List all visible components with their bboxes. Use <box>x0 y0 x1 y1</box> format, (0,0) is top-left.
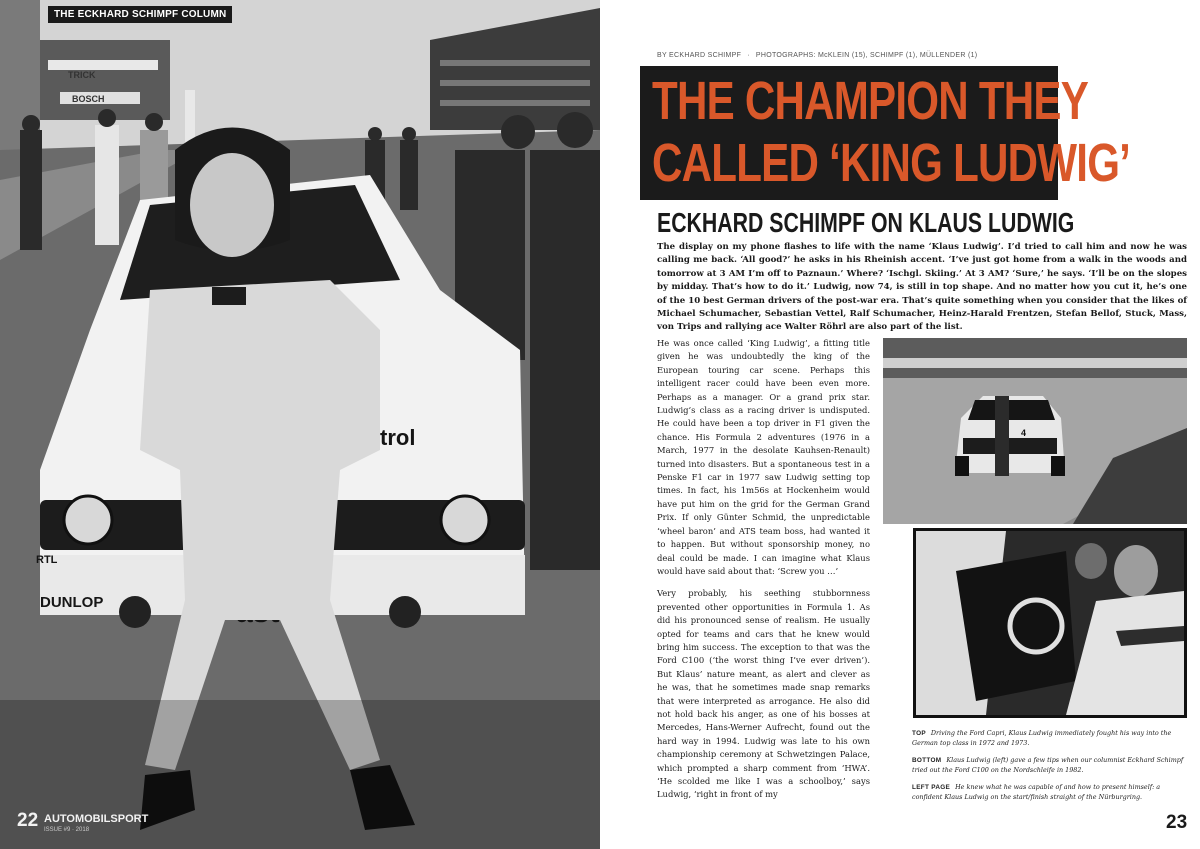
standfirst: The display on my phone flashes to life with the name ‘Klaus Ludwig’. I’d tried to call him and now he was calling me back. ‘All good?’ he asks in his Rheinish accent. ‘I’ve just got home from a walk in the woods and tomorrow at 3 AM I’m off to Paznaun.’ Where? ‘Ischgl. Skiing.’ At 3 AM? ‘Sure,’ he says. ‘I’ll be on the slopes by midday. That’s how to do it.’ Ludwig, now 74, is still in top shape. And no matter how you cut it, he’s one of the 10 best German drivers of the post-war era. That’s quite something when you consider that the likes of Michael Schumacher, Sebastian Vettel, Ralf Schumacher, Heinz-Harald Frentzen, Stefan Bellof, Stuck, Mass, von Trips and rallying ace Walter Röhrl are also part of the list. <box>657 242 1187 333</box>
body-paragraph: He was once called ‘King Ludwig’, a fitting title given he was undoubtedly the king of the European touring car scene. Perhaps this intelligent racer could have been even more. Perhaps as a manager. Or a grand prix star. Ludwig’s class as a racing driver is undisputed. He could have been a top driver in F1 given the chance. His Formula 2 adventures (1976 in a March, 1977 in the desolate Kauhsen-Renault) turned into disasters. But a spontaneous test in a Penske F1 car in 1977 saw Ludwig setting top times. In fact, his 1m56s at Hockenheim would have put him on the grid for the German Grand Prix. If only Günter Schmid, the unpredictable ‘wheel baron’ and ATS team boss, had wanted it to happen. But without sponsorship money, no deal could be made. I can imagine what Klaus would have said about that: ‘Screw you …’ <box>657 338 870 576</box>
caption-bottom <box>912 756 1187 775</box>
caption-text: Klaus Ludwig (left) gave a few tips when our columnist Eckhard Schimpf tried out the Ford C100 on the Nordschleife in 1982. <box>912 756 1184 774</box>
photo-bottom-cockpit <box>913 528 1187 718</box>
body-paragraph: Very probably, his seething stubbornness prevented other opportunities in Formula 1. As did his pronounced sense of realism. He usually opted for teams and cars that he knew would bring him success. The exception to that was the Ford C100 (‘the worst thing I’ve ever driven’). But Klaus’ nature meant, as alert and clever as he was, that he sometimes made snap remarks that were interpreted as arrogance. He also did not hold back his anger, as one of his bosses at Mercedes, Hans-Werner Aufrecht, found out the hard way in 1994. Ludwig was late to his own championship ceremony at Schwetzingen Palace, which prompted a sharp comment from ‘HWA’. ‘He scolded me like I was a schoolboy,’ says Ludwig, ‘right in front of my <box>657 588 870 800</box>
caption-text: Driving the Ford Capri, Klaus Ludwig immediately fought his way into the German top class in 1972 and 1973. <box>912 729 1172 747</box>
caption-top <box>912 729 1187 748</box>
caption-left-page <box>912 783 1187 802</box>
car-sponsor-trol: trol <box>380 425 416 450</box>
column-tag: THE ECKHARD SCHIMPF COLUMN <box>48 6 232 23</box>
caption-label: TOP <box>912 730 926 737</box>
photo-top-capri <box>883 338 1187 524</box>
byline: BY ECKHARD SCHIMPF · PHOTOGRAPHS: McKLEIN (15), SCHIMPF (1), MÜLLENDER (1) <box>657 52 978 59</box>
headline-line-2: CALLED ‘KING LUDWIG’ <box>652 133 1131 193</box>
caption-label: BOTTOM <box>912 757 942 765</box>
issue-label: ISSUE #9 · 2018 <box>44 827 90 833</box>
magazine-name: AUTOMOBILSPORT <box>44 813 149 825</box>
page-number-right: 23 <box>1166 812 1188 833</box>
subtitle: ECKHARD SCHIMPF ON KLAUS LUDWIG <box>657 207 1075 238</box>
article-body <box>657 337 870 811</box>
photo-top-image <box>883 338 1187 524</box>
capri-car <box>955 396 1065 476</box>
captions <box>912 729 1187 811</box>
photo-credits: PHOTOGRAPHS: McKLEIN (15), SCHIMPF (1), MÜLLENDER (1) <box>755 52 978 59</box>
author-credit: BY ECKHARD SCHIMPF <box>657 52 742 59</box>
car-badge-rtl: RTL <box>36 554 58 566</box>
page-number-left: 22 <box>17 810 39 831</box>
caption-text: He knew what he was capable of and how to present himself: a confident Klaus Ludwig on the start/finish straight of the Nürburgring. <box>912 783 1161 801</box>
folio-left <box>17 810 149 833</box>
caption-label: LEFT PAGE <box>912 784 951 792</box>
sign-bosch: BOSCH <box>72 94 105 104</box>
sign-trick: TRICK <box>68 70 96 80</box>
photo-bottom-image <box>916 531 1184 715</box>
headline-line-1: THE CHAMPION THEY <box>652 71 1089 131</box>
capri-number: 4 <box>1021 428 1027 438</box>
right-page <box>600 0 1200 849</box>
headline-box <box>640 66 1131 200</box>
car-sponsor-dunlop: DUNLOP <box>40 594 104 611</box>
